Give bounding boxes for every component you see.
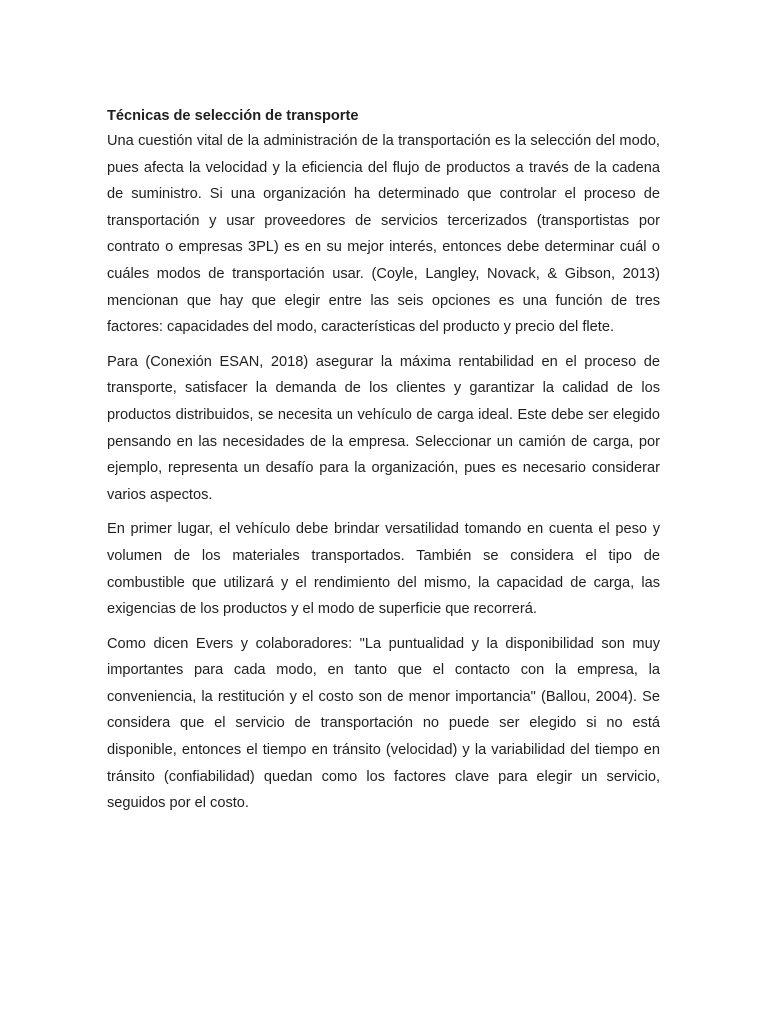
paragraph-2: Para (Conexión ESAN, 2018) asegurar la máxima rentabilidad en el proceso de transporte, satisfacer la demanda de los clientes y garantizar la calidad de los productos distribuidos, se necesita un vehículo de carga ideal. Este debe ser elegido pensando en las necesidades de la empresa. Seleccionar un camión de carga, por ejemplo, representa un desafío para la organización, pues es necesario considerar varios aspectos. [107, 353, 660, 503]
paragraph-4: Como dicen Evers y colaboradores: "La puntualidad y la disponibilidad son muy importantes para cada modo, en tanto que el contacto con la empresa, la conveniencia, la restitución y el costo son de menor importancia" (Ballou, 2004). Se considera que el servicio de transportación no puede ser elegido si no está disponible, entonces el tiempo en tránsito (velocidad) y la variabilidad del tiempo en tránsito (confiabilidad) quedan como los factores clave para elegir un servicio, seguidos por el costo. [107, 635, 660, 812]
section-heading: Técnicas de selección de transporte [107, 108, 359, 124]
paragraph-3: En primer lugar, el vehículo debe brindar versatilidad tomando en cuenta el peso y volumen de los materiales transportados. También se considera el tipo de combustible que utilizará y el rendimiento del mismo, la capacidad de carga, las exigencias de los productos y el modo de superficie que recorrerá. [107, 521, 660, 618]
document-page [107, 104, 660, 825]
paragraph-1: Una cuestión vital de la administración de la transportación es la selección del modo, pues afecta la velocidad y la eficiencia del flujo de productos a través de la cadena de suministro. Si una organización ha determinado que controlar el proceso de transportación y usar proveedores de servicios tercerizados (transportistas por contrato o empresas 3PL) es en su mejor interés, entonces debe determinar cuál o cuáles modos de transportación usar. (Coyle, Langley, Novack, & Gibson, 2013) mencionan que hay que elegir entre las seis opciones es una función de tres factores: capacidades del modo, características del producto y precio del flete. [107, 133, 660, 336]
